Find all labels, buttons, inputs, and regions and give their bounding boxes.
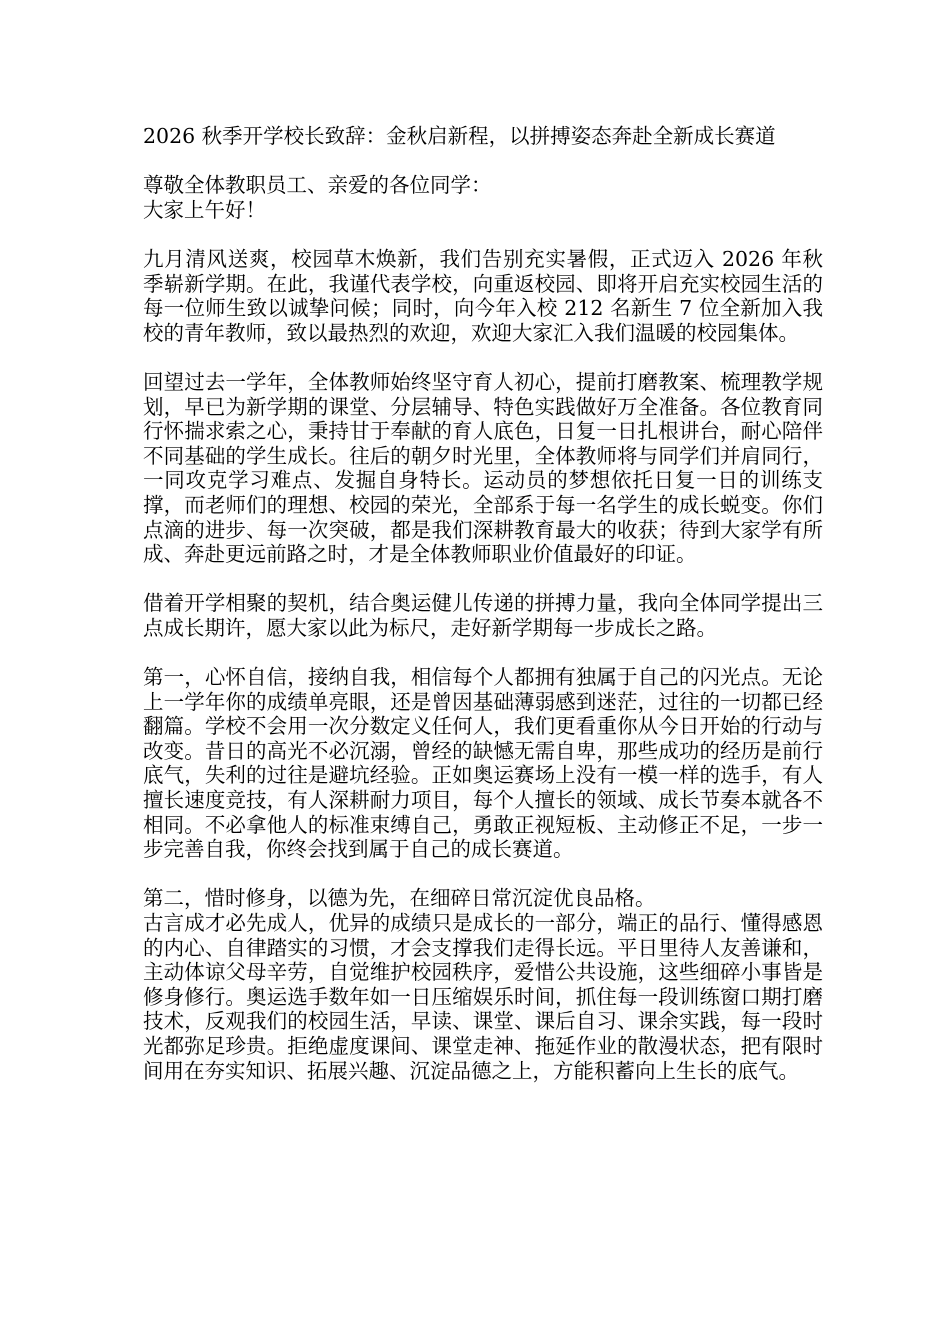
point-two-body: 古言成才必先成人，优异的成绩只是成长的一部分，端正的品行、懂得感恩的内心、自律踏实的习惯，才会支撑我们走得长远。平日里待人友善谦和，主动体谅父母辛劳，自觉维护校园秩序，爱惜公共设施，这些细碎小事皆是修身修行。奥运选手数年如一日压缩娱乐时间，抓住每一段训练窗口期打磨技术，反观我们的校园生活，早读、课堂、课后自习、课余实践，每一段时光都弥足珍贵。拒绝虚度课间、课堂走神、拖延作业的散漫状态，把有限时间用在夯实知识、拓展兴趣、沉淀品德之上，方能积蓄向上生长的底气。 (143, 911, 823, 1083)
document-title: 2026 秋季开学校长致辞：金秋启新程，以拼搏姿态奔赴全新成长赛道 (143, 124, 776, 148)
greeting: 大家上午好！ (143, 197, 266, 222)
paragraph-point-one: 第一，心怀自信，接纳自我，相信每个人都拥有独属于自己的闪光点。无论上一学年你的成绩单亮眼，还是曾因基础薄弱感到迷茫，过往的一切都已经翻篇。学校不会用一次分数定义任何人，我们更看重你从今日开始的行动与改变。昔日的高光不必沉溺，曾经的缺憾无需自卑，那些成功的经历是前行底气，失利的过往是避坑经验。正如奥运赛场上没有一模一样的选手，有人擅长速度竞技，有人深耕耐力项目，每个人擅长的领域、成长节奏本就各不相同。不必拿他人的标准束缚自己，勇敢正视短板、主动修正不足，一步一步完善自我，你终会找到属于自己的成长赛道。 (143, 665, 823, 862)
paragraph-welcome: 九月清风送爽，校园草木焕新，我们告别充实暑假，正式迈入 2026 年秋季崭新学期。在此，我谨代表学校，向重返校园、即将开启充实校园生活的每一位师生致以诚挚问候；同时，向今年入校 212 名新生 7 位全新加入我校的青年教师，致以最热烈的欢迎，欢迎大家汇入我们温暖的校园集体。 (143, 246, 823, 345)
document-page (143, 124, 823, 1108)
paragraph-expectations: 借着开学相聚的契机，结合奥运健儿传递的拼搏力量，我向全体同学提出三点成长期许，愿大家以此为标尺，走好新学期每一步成长之路。 (143, 591, 823, 640)
salutation: 尊敬全体教职员工、亲爱的各位同学： (143, 173, 492, 198)
paragraph-review: 回望过去一学年，全体教师始终坚守育人初心，提前打磨教案、梳理教学规划，早已为新学期的课堂、分层辅导、特色实践做好万全准备。各位教育同行怀揣求索之心，秉持甘于奉献的育人底色，日复一日扎根讲台，耐心陪伴不同基础的学生成长。往后的朝夕时光里，全体教师将与同学们并肩同行，一同攻克学习难点、发掘自身特长。运动员的梦想依托日复一日的训练支撑，而老师们的理想、校园的荣光，全部系于每一名学生的成长蜕变。你们点滴的进步、每一次突破，都是我们深耕教育最大的收获；待到大家学有所成、奔赴更远前路之时，才是全体教师职业价值最好的印证。 (143, 369, 823, 567)
point-two-block (143, 886, 823, 1083)
point-two-heading: 第二，惜时修身，以德为先，在细碎日常沉淀优良品格。 (143, 886, 656, 911)
opening-block (143, 173, 823, 222)
